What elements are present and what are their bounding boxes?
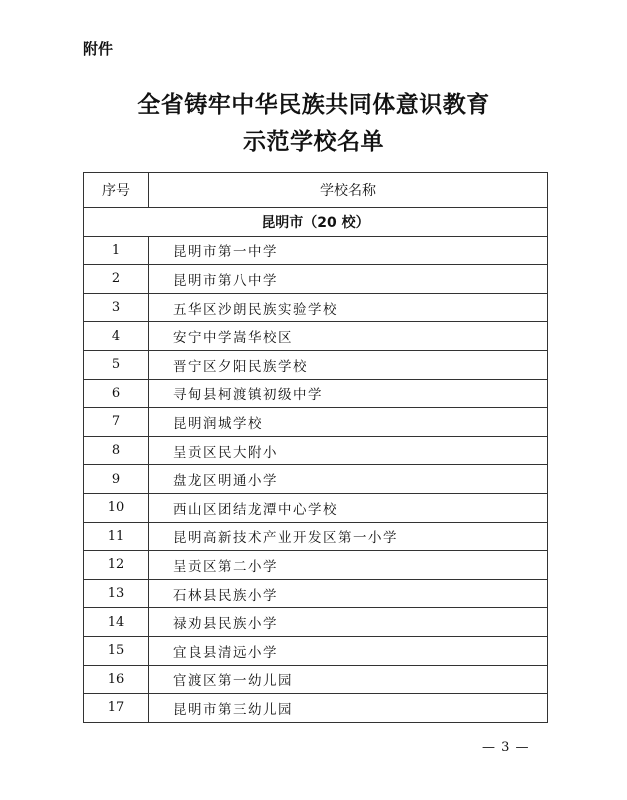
table-row bbox=[84, 608, 548, 637]
table-row bbox=[84, 493, 548, 522]
table-row bbox=[84, 579, 548, 608]
table-header-row bbox=[84, 173, 548, 208]
group-label: 昆明市（20 校） bbox=[84, 208, 548, 237]
table-row bbox=[84, 293, 548, 322]
school-name: 石林县民族小学 bbox=[149, 579, 548, 608]
school-name: 寻甸县柯渡镇初级中学 bbox=[149, 379, 548, 408]
row-number: 7 bbox=[84, 408, 149, 437]
school-name: 昆明市第三幼儿园 bbox=[149, 694, 548, 723]
page-title-line2: 示范学校名单 bbox=[243, 128, 384, 155]
school-name: 官渡区第一幼儿园 bbox=[149, 665, 548, 694]
row-number: 8 bbox=[84, 436, 149, 465]
row-number: 4 bbox=[84, 322, 149, 351]
table-row bbox=[84, 665, 548, 694]
table-row bbox=[84, 522, 548, 551]
table-row bbox=[84, 236, 548, 265]
table-row bbox=[84, 350, 548, 379]
row-number: 11 bbox=[84, 522, 149, 551]
table-row bbox=[84, 265, 548, 294]
row-number: 16 bbox=[84, 665, 149, 694]
school-name: 禄劝县民族小学 bbox=[149, 608, 548, 637]
school-name: 昆明市第八中学 bbox=[149, 265, 548, 294]
table-row bbox=[84, 436, 548, 465]
table-row bbox=[84, 636, 548, 665]
table-row bbox=[84, 322, 548, 351]
page-number: — 3 — bbox=[482, 740, 530, 755]
row-number: 5 bbox=[84, 350, 149, 379]
school-name: 昆明润城学校 bbox=[149, 408, 548, 437]
row-number: 9 bbox=[84, 465, 149, 494]
row-number: 2 bbox=[84, 265, 149, 294]
school-name: 晋宁区夕阳民族学校 bbox=[149, 350, 548, 379]
row-number: 10 bbox=[84, 493, 149, 522]
row-number: 6 bbox=[84, 379, 149, 408]
group-row bbox=[84, 208, 548, 237]
school-name: 五华区沙朗民族实验学校 bbox=[149, 293, 548, 322]
table-row bbox=[84, 465, 548, 494]
school-name: 西山区团结龙潭中心学校 bbox=[149, 493, 548, 522]
school-name: 昆明市第一中学 bbox=[149, 236, 548, 265]
school-name: 宜良县清远小学 bbox=[149, 636, 548, 665]
row-number: 14 bbox=[84, 608, 149, 637]
row-number: 3 bbox=[84, 293, 149, 322]
table-row bbox=[84, 408, 548, 437]
row-number: 13 bbox=[84, 579, 149, 608]
page-title-line1: 全省铸牢中华民族共同体意识教育 bbox=[137, 91, 490, 118]
school-name: 昆明高新技术产业开发区第一小学 bbox=[149, 522, 548, 551]
attachment-label: 附件 bbox=[83, 40, 114, 58]
school-name: 呈贡区民大附小 bbox=[149, 436, 548, 465]
column-header-school-name: 学校名称 bbox=[149, 173, 548, 208]
row-number: 15 bbox=[84, 636, 149, 665]
row-number: 1 bbox=[84, 236, 149, 265]
table-row bbox=[84, 694, 548, 723]
school-list-table bbox=[83, 172, 548, 723]
table-row bbox=[84, 551, 548, 580]
school-name: 安宁中学嵩华校区 bbox=[149, 322, 548, 351]
row-number: 12 bbox=[84, 551, 149, 580]
column-header-number: 序号 bbox=[84, 173, 149, 208]
school-name: 盘龙区明通小学 bbox=[149, 465, 548, 494]
school-name: 呈贡区第二小学 bbox=[149, 551, 548, 580]
table-row bbox=[84, 379, 548, 408]
row-number: 17 bbox=[84, 694, 149, 723]
